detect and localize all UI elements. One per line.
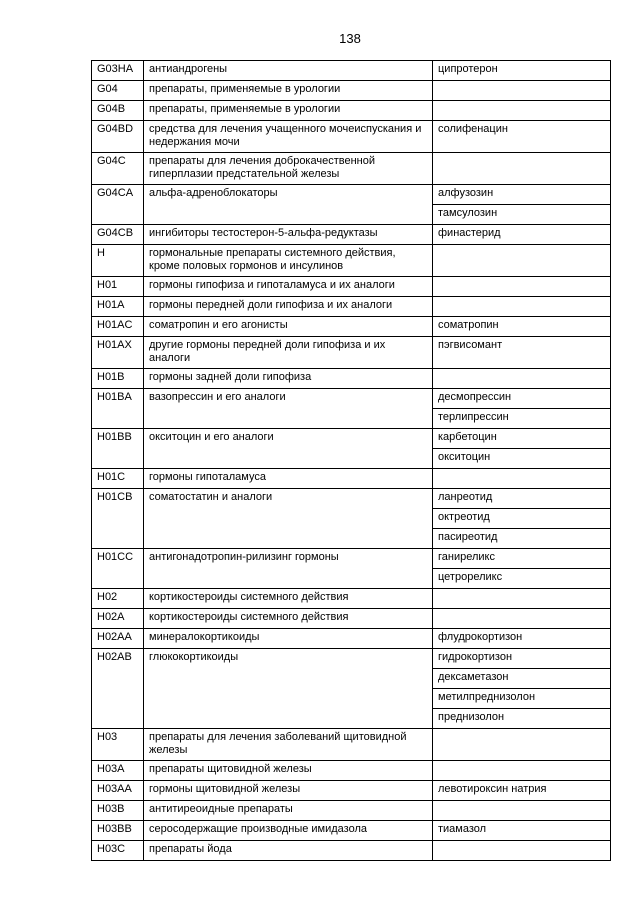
drug-name-cell — [433, 801, 611, 821]
drug-name-cell: метилпреднизолон — [433, 689, 611, 709]
atc-code-cell: H01A — [92, 297, 144, 317]
table-row — [92, 609, 611, 629]
table-row — [92, 101, 611, 121]
table-row — [92, 629, 611, 649]
atc-group-name-cell: препараты йода — [144, 841, 433, 861]
atc-drug-table — [91, 60, 611, 861]
table-row — [92, 549, 611, 569]
atc-group-name-cell: кортикостероиды системного действия — [144, 589, 433, 609]
drug-name-cell: тамсулозин — [433, 205, 611, 225]
atc-code-cell: G04CA — [92, 185, 144, 225]
atc-code-cell: H02AA — [92, 629, 144, 649]
atc-code-cell: H — [92, 245, 144, 277]
drug-name-cell: карбетоцин — [433, 429, 611, 449]
atc-group-name-cell: вазопрессин и его аналоги — [144, 389, 433, 429]
table-row — [92, 469, 611, 489]
atc-code-cell: G04CB — [92, 225, 144, 245]
atc-group-name-cell: кортикостероиды системного действия — [144, 609, 433, 629]
atc-code-cell: H01AC — [92, 317, 144, 337]
atc-code-cell: H02AB — [92, 649, 144, 729]
table-row — [92, 729, 611, 761]
page-number: 138 — [339, 31, 361, 46]
table-row — [92, 841, 611, 861]
atc-group-name-cell: глюкокортикоиды — [144, 649, 433, 729]
drug-name-cell: алфузозин — [433, 185, 611, 205]
atc-code-cell: H03C — [92, 841, 144, 861]
table-row — [92, 297, 611, 317]
table-row — [92, 489, 611, 509]
atc-code-cell: H01C — [92, 469, 144, 489]
drug-name-cell: терлипрессин — [433, 409, 611, 429]
drug-name-cell: гидрокортизон — [433, 649, 611, 669]
table-row — [92, 61, 611, 81]
table-row — [92, 185, 611, 205]
atc-code-cell: H02 — [92, 589, 144, 609]
drug-name-cell — [433, 761, 611, 781]
atc-group-name-cell: альфа-адреноблокаторы — [144, 185, 433, 225]
table-row — [92, 225, 611, 245]
atc-group-name-cell: соматостатин и аналоги — [144, 489, 433, 549]
drug-name-cell: флудрокортизон — [433, 629, 611, 649]
atc-code-cell: G04 — [92, 81, 144, 101]
atc-code-cell: G04C — [92, 153, 144, 185]
table-row — [92, 761, 611, 781]
atc-group-name-cell: другие гормоны передней доли гипофиза и их аналоги — [144, 337, 433, 369]
atc-code-cell: H03BB — [92, 821, 144, 841]
atc-code-cell: G04BD — [92, 121, 144, 153]
atc-group-name-cell: антитиреоидные препараты — [144, 801, 433, 821]
atc-group-name-cell: гормональные препараты системного действия, кроме половых гормонов и инсулинов — [144, 245, 433, 277]
drug-name-cell — [433, 841, 611, 861]
table-row — [92, 429, 611, 449]
table-row — [92, 781, 611, 801]
atc-table-body — [92, 61, 611, 861]
table-row — [92, 649, 611, 669]
drug-name-cell: октреотид — [433, 509, 611, 529]
atc-group-name-cell: средства для лечения учащенного мочеиспускания и недержания мочи — [144, 121, 433, 153]
table-row — [92, 821, 611, 841]
atc-code-cell: H02A — [92, 609, 144, 629]
atc-group-name-cell: минералокортикоиды — [144, 629, 433, 649]
atc-group-name-cell: гормоны щитовидной железы — [144, 781, 433, 801]
table-row — [92, 369, 611, 389]
table-row — [92, 801, 611, 821]
table-row — [92, 337, 611, 369]
atc-group-name-cell: соматропин и его агонисты — [144, 317, 433, 337]
drug-name-cell — [433, 369, 611, 389]
drug-name-cell: пэгвисомант — [433, 337, 611, 369]
atc-code-cell: H01B — [92, 369, 144, 389]
drug-name-cell: дексаметазон — [433, 669, 611, 689]
atc-group-name-cell: антигонадотропин-рилизинг гормоны — [144, 549, 433, 589]
drug-name-cell — [433, 469, 611, 489]
drug-name-cell: финастерид — [433, 225, 611, 245]
drug-name-cell — [433, 729, 611, 761]
atc-code-cell: H03 — [92, 729, 144, 761]
table-row — [92, 121, 611, 153]
drug-name-cell: соматропин — [433, 317, 611, 337]
atc-group-name-cell: антиандрогены — [144, 61, 433, 81]
atc-code-cell: H03B — [92, 801, 144, 821]
drug-name-cell — [433, 589, 611, 609]
drug-name-cell — [433, 245, 611, 277]
table-row — [92, 245, 611, 277]
drug-name-cell: левотироксин натрия — [433, 781, 611, 801]
atc-group-name-cell: окситоцин и его аналоги — [144, 429, 433, 469]
table-row — [92, 277, 611, 297]
table-row — [92, 589, 611, 609]
atc-group-name-cell: препараты щитовидной железы — [144, 761, 433, 781]
drug-name-cell — [433, 609, 611, 629]
drug-name-cell: ланреотид — [433, 489, 611, 509]
atc-group-name-cell: гормоны гипофиза и гипоталамуса и их аналоги — [144, 277, 433, 297]
atc-code-cell: H01BB — [92, 429, 144, 469]
atc-group-name-cell: препараты, применяемые в урологии — [144, 101, 433, 121]
drug-name-cell: окситоцин — [433, 449, 611, 469]
drug-name-cell — [433, 101, 611, 121]
atc-code-cell: H01CC — [92, 549, 144, 589]
atc-code-cell: H03A — [92, 761, 144, 781]
atc-code-cell: H01 — [92, 277, 144, 297]
drug-name-cell — [433, 153, 611, 185]
atc-code-cell: G03HA — [92, 61, 144, 81]
drug-name-cell — [433, 81, 611, 101]
drug-name-cell: ципротерон — [433, 61, 611, 81]
atc-group-name-cell: гормоны передней доли гипофиза и их аналоги — [144, 297, 433, 317]
drug-name-cell: цетрореликс — [433, 569, 611, 589]
atc-group-name-cell: гормоны задней доли гипофиза — [144, 369, 433, 389]
atc-group-name-cell: препараты для лечения заболеваний щитовидной железы — [144, 729, 433, 761]
atc-code-cell: H01BA — [92, 389, 144, 429]
drug-name-cell — [433, 277, 611, 297]
drug-name-cell: тиамазол — [433, 821, 611, 841]
drug-name-cell: солифенацин — [433, 121, 611, 153]
drug-name-cell: десмопрессин — [433, 389, 611, 409]
atc-code-cell: H01CB — [92, 489, 144, 549]
table-row — [92, 153, 611, 185]
table-row — [92, 389, 611, 409]
atc-group-name-cell: ингибиторы тестостерон-5-альфа-редуктазы — [144, 225, 433, 245]
atc-group-name-cell: серосодержащие производные имидазола — [144, 821, 433, 841]
atc-code-cell: G04B — [92, 101, 144, 121]
atc-code-cell: H01AX — [92, 337, 144, 369]
atc-group-name-cell: препараты для лечения доброкачественной гиперплазии предстательной железы — [144, 153, 433, 185]
drug-name-cell: пасиреотид — [433, 529, 611, 549]
table-row — [92, 317, 611, 337]
drug-name-cell: ганиреликс — [433, 549, 611, 569]
atc-group-name-cell: гормоны гипоталамуса — [144, 469, 433, 489]
atc-group-name-cell: препараты, применяемые в урологии — [144, 81, 433, 101]
drug-name-cell: преднизолон — [433, 709, 611, 729]
drug-name-cell — [433, 297, 611, 317]
table-row — [92, 81, 611, 101]
atc-code-cell: H03AA — [92, 781, 144, 801]
